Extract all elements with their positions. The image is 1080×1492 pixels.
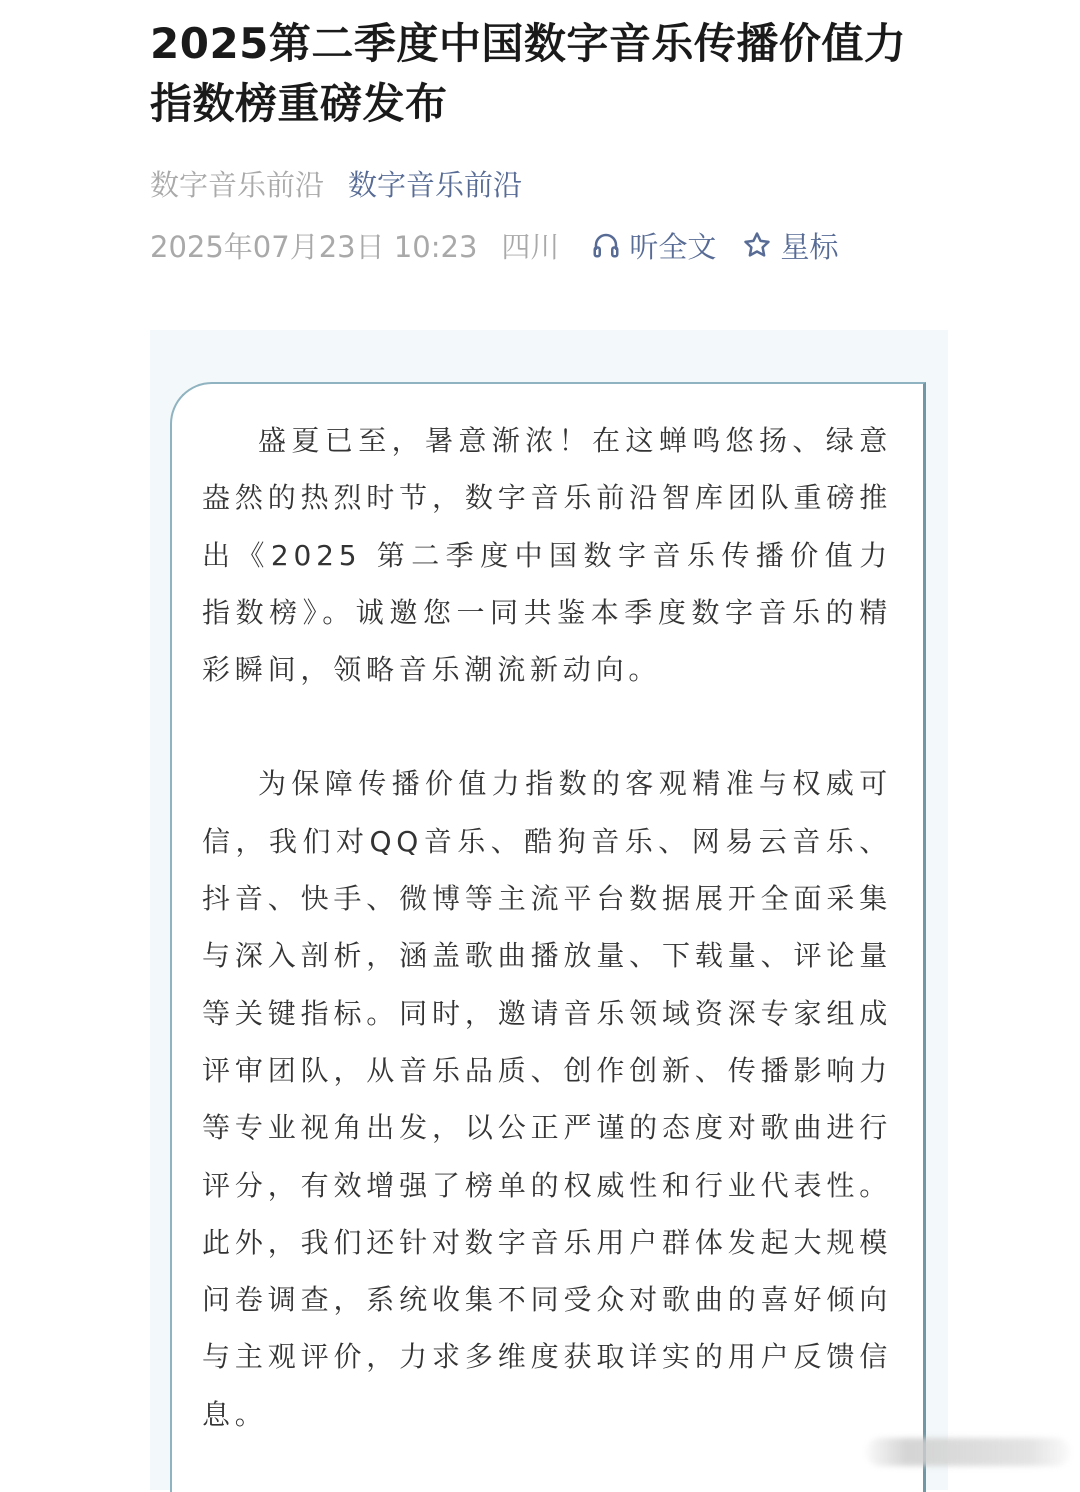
star-button[interactable]	[742, 225, 838, 266]
intro-paragraph: 盛夏已至，暑意渐浓！在这蝉鸣悠扬、绿意盎然的热烈时节，数字音乐前沿智库团队重磅推出《2025 第二季度中国数字音乐传播价值力指数榜》。诚邀您一同共鉴本季度数字音乐的精彩瞬间，领略音乐潮流新动向。	[202, 424, 892, 687]
article-meta-row	[150, 222, 838, 268]
headphones-icon	[591, 230, 621, 260]
publish-location: 四川	[501, 229, 560, 264]
listen-label: 听全文	[629, 229, 717, 264]
star-label: 星标	[780, 229, 839, 264]
blurred-watermark	[866, 1438, 1070, 1466]
methodology-paragraph: 为保障传播价值力指数的客观精准与权威可信，我们对QQ音乐、酷狗音乐、网易云音乐、抖音、快手、微博等主流平台数据展开全面采集与深入剖析，涵盖歌曲播放量、下载量、评论量等关键指标。同时，邀请音乐领域资深专家组成评审团队，从音乐品质、创作创新、传播影响力等专业视角出发，以公正严谨的态度对歌曲进行评分，有效增强了榜单的权威性和行业代表性。此外，我们还针对数字音乐用户群体发起大规模问卷调查，系统收集不同受众对歌曲的喜好倾向与主观评价，力求多维度获取详实的用户反馈信息。	[202, 767, 892, 1431]
source-name: 数字音乐前沿	[150, 167, 325, 202]
account-name-link[interactable]: 数字音乐前沿	[348, 167, 523, 202]
article-title: 2025第二季度中国数字音乐传播价值力指数榜重磅发布	[150, 19, 907, 128]
publish-time: 2025年07月23日 10:23	[150, 229, 478, 264]
article-source-row	[150, 160, 522, 206]
star-outline-icon	[742, 230, 772, 260]
article-body	[202, 412, 892, 1443]
listen-button[interactable]	[591, 225, 716, 266]
